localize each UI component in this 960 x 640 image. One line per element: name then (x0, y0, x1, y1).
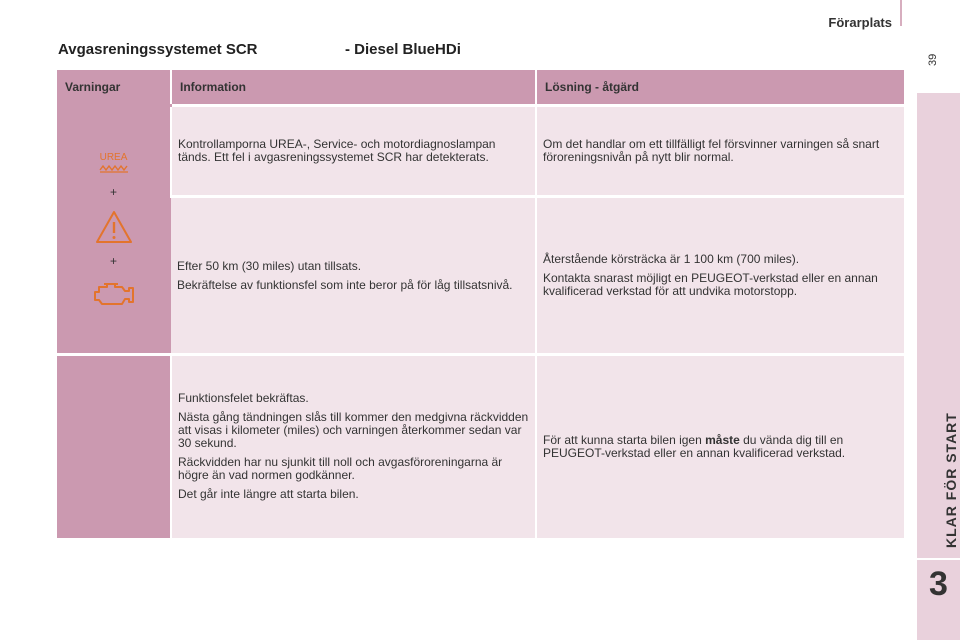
page-title: Avgasreningssystemet SCR (58, 41, 258, 58)
warning-table (57, 70, 904, 538)
row2-solution: Återstående körsträcka är 1 100 km (700 miles). Kontakta snarast möjligt en PEUGEOT-verkstad eller en annan kvalificerad verkstad för att undvika motorstopp. (536, 197, 904, 355)
table-row (57, 197, 904, 355)
plus-sign: + (109, 184, 117, 199)
row2-info: Efter 50 km (30 miles) utan tillsats. Bekräftelse av funktionsfel som inte beror på för låg tillsatsnivå. (171, 197, 536, 355)
engine-icon (91, 278, 137, 308)
page-number: 39 (927, 53, 939, 66)
warning-icons-cell (57, 106, 171, 355)
table-row (57, 106, 904, 197)
chapter-title: KLAR FÖR START (943, 412, 959, 548)
warning-triangle-icon (94, 209, 134, 245)
chapter-divider (917, 558, 960, 560)
table-header-row (57, 70, 904, 106)
warning-icons-cell-empty (57, 355, 171, 538)
row1-info: Kontrollamporna UREA-, Service- och motordiagnoslampan tänds. Ett fel i avgasreningssystemet SCR har detekterats. (171, 106, 536, 197)
row1-solution: Om det handlar om ett tillfälligt fel försvinner varningen så snart föroreningsnivån på nytt blir normal. (536, 106, 904, 197)
urea-icon: UREA (99, 153, 129, 176)
row3-solution: För att kunna starta bilen igen måste du vända dig till en PEUGEOT-verkstad eller en annan kvalificerad verkstad. (536, 355, 904, 538)
plus-sign: + (109, 253, 117, 268)
chapter-number: 3 (929, 565, 948, 603)
urea-waves-icon (99, 163, 129, 173)
table-row (57, 355, 904, 538)
row3-info: Funktionsfelet bekräftas. Nästa gång tändningen slås till kommer den medgivna räckvidden att visas i kilometer (miles) och varningen återkommer sedan var 30 sekund. Räckvidden har nu sjunkit till noll och avgasföroreningarna är högre än vad normen godkänner. Det går inte längre att starta bilen. (171, 355, 536, 538)
page-subtitle: - Diesel BlueHDi (345, 41, 461, 58)
header-information: Information (171, 70, 536, 106)
section-title: Förarplats (828, 15, 892, 30)
header-warnings: Varningar (57, 70, 171, 106)
header-divider (900, 0, 902, 26)
header-solution: Lösning - åtgärd (536, 70, 904, 106)
